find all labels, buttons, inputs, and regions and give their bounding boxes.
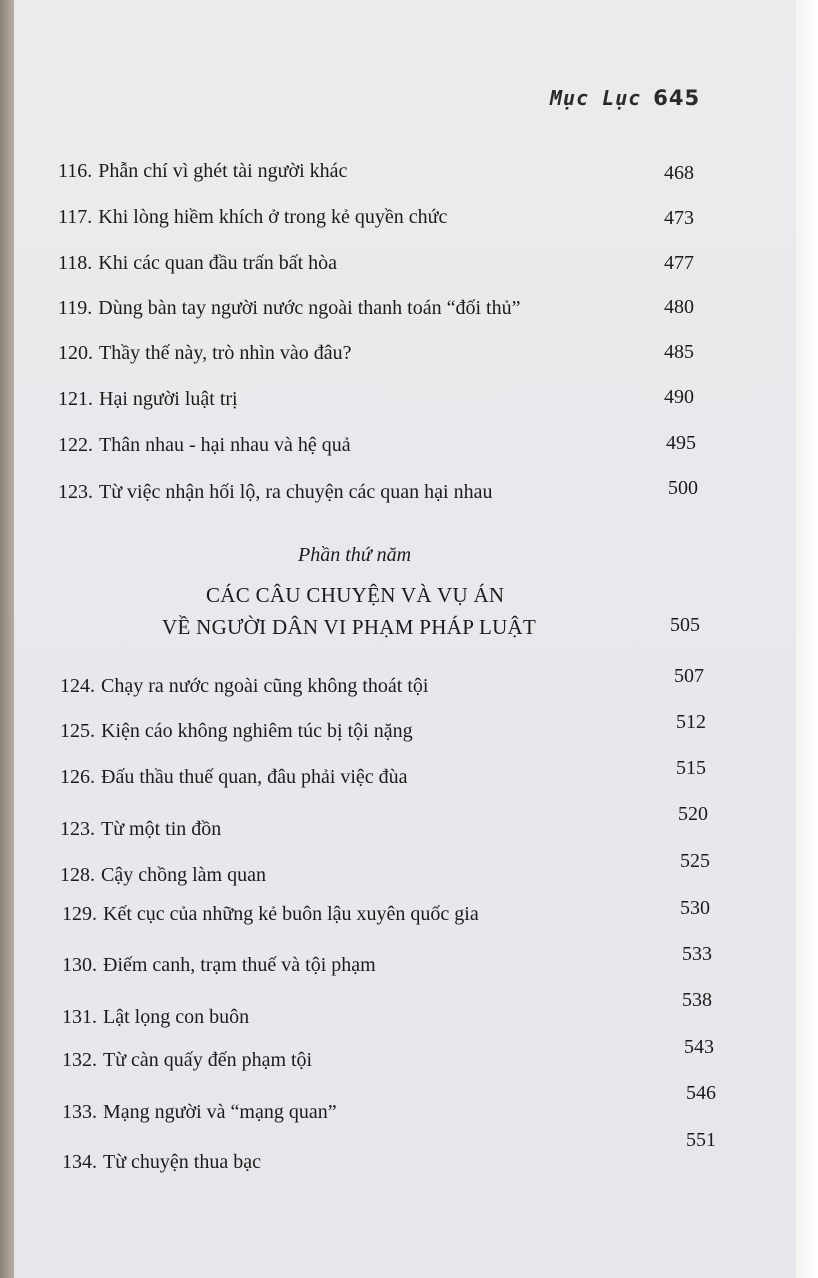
toc-entry bbox=[60, 864, 266, 887]
entry-page: 538 bbox=[682, 989, 712, 1011]
entry-page: 520 bbox=[678, 803, 708, 825]
entry-number: 133. bbox=[62, 1101, 97, 1123]
entry-title: Từ chuyện thua bạc bbox=[103, 1151, 261, 1173]
entry-page: 546 bbox=[686, 1082, 716, 1104]
entry-number: 116. bbox=[58, 160, 93, 182]
toc-entry bbox=[62, 1049, 312, 1072]
entry-number: 134. bbox=[62, 1151, 97, 1173]
toc-entry bbox=[60, 720, 413, 743]
entry-number: 129. bbox=[62, 903, 97, 925]
header-title: Mục Lục bbox=[550, 86, 642, 110]
toc-entry bbox=[58, 206, 447, 229]
entry-number: 125. bbox=[60, 720, 95, 742]
entry-page: 543 bbox=[684, 1036, 714, 1058]
entry-title: Thầy thế này, trò nhìn vào đâu? bbox=[99, 342, 352, 364]
entry-title: Đấu thầu thuế quan, đâu phải việc đùa bbox=[101, 766, 408, 788]
toc-entry bbox=[60, 818, 221, 841]
entry-title: Mạng người và “mạng quan” bbox=[103, 1101, 337, 1123]
entry-title: Từ việc nhận hối lộ, ra chuyện các quan hại nhau bbox=[99, 481, 493, 503]
part-title-line2: VỀ NGƯỜI DÂN VI PHẠM PHÁP LUẬT bbox=[162, 615, 537, 639]
entry-title: Kết cục của những kẻ buôn lậu xuyên quốc gia bbox=[103, 903, 479, 925]
entry-page: 525 bbox=[680, 850, 710, 872]
toc-entry bbox=[58, 297, 520, 320]
entry-page: 495 bbox=[666, 432, 696, 454]
running-header bbox=[550, 86, 700, 116]
entry-title: Phẫn chí vì ghét tài người khác bbox=[98, 160, 348, 182]
entry-page: 473 bbox=[664, 207, 694, 229]
page-edge bbox=[796, 0, 818, 1278]
entry-page: 477 bbox=[664, 252, 694, 274]
entry-title: Dùng bàn tay người nước ngoài thanh toán “đối thủ” bbox=[98, 297, 521, 319]
entry-number: 118. bbox=[58, 252, 93, 274]
entry-title: Từ một tin đồn bbox=[101, 818, 222, 840]
entry-number: 126. bbox=[60, 766, 95, 788]
entry-number: 132. bbox=[62, 1049, 97, 1071]
entry-title: Khi các quan đầu trấn bất hòa bbox=[98, 252, 338, 274]
entry-page: 551 bbox=[686, 1129, 716, 1151]
entry-page: 468 bbox=[664, 162, 694, 184]
entry-page: 500 bbox=[668, 477, 698, 499]
entry-page: 530 bbox=[680, 897, 710, 919]
toc-entry bbox=[58, 252, 337, 275]
entry-number: 117. bbox=[58, 206, 93, 228]
entry-number: 122. bbox=[58, 434, 93, 456]
entry-title: Từ càn quấy đến phạm tội bbox=[103, 1049, 313, 1071]
part-title-line1: CÁC CÂU CHUYỆN VÀ VỤ ÁN bbox=[206, 583, 505, 607]
toc-entry bbox=[62, 954, 376, 977]
part-label: Phần thứ năm bbox=[298, 544, 412, 566]
entry-page: 515 bbox=[676, 757, 706, 779]
entry-title: Khi lòng hiềm khích ở trong kẻ quyền chức bbox=[98, 206, 448, 228]
entry-title: Điếm canh, trạm thuế và tội phạm bbox=[103, 954, 376, 976]
entry-page: 507 bbox=[674, 665, 704, 687]
entry-page: 485 bbox=[664, 341, 694, 363]
part-page: 505 bbox=[670, 614, 700, 636]
toc-entry bbox=[60, 675, 428, 698]
entry-number: 120. bbox=[58, 342, 93, 364]
entry-page: 490 bbox=[664, 386, 694, 408]
toc-entry bbox=[62, 1006, 249, 1029]
header-page-number: 645 bbox=[653, 86, 701, 110]
entry-number: 128. bbox=[60, 864, 95, 886]
toc-entry bbox=[62, 1151, 261, 1174]
entry-title: Chạy ra nước ngoài cũng không thoát tội bbox=[101, 675, 429, 697]
entry-title: Cậy chồng làm quan bbox=[101, 864, 266, 886]
toc-entry bbox=[62, 903, 479, 926]
entry-page: 533 bbox=[682, 943, 712, 965]
entry-number: 121. bbox=[58, 388, 93, 410]
entry-page: 480 bbox=[664, 296, 694, 318]
toc-entry bbox=[62, 1101, 337, 1124]
entry-title: Lật lọng con buôn bbox=[103, 1006, 250, 1028]
toc-entry bbox=[58, 434, 351, 457]
toc-entry bbox=[58, 481, 492, 504]
entry-number: 119. bbox=[58, 297, 93, 319]
entry-number: 131. bbox=[62, 1006, 97, 1028]
toc-entry bbox=[58, 160, 347, 183]
entry-number: 123. bbox=[60, 818, 95, 840]
toc-entry bbox=[58, 388, 238, 411]
entry-title: Hại người luật trị bbox=[99, 388, 238, 410]
entry-page: 512 bbox=[676, 711, 706, 733]
entry-number: 124. bbox=[60, 675, 95, 697]
toc-entry bbox=[60, 766, 408, 789]
entry-title: Kiện cáo không nghiêm túc bị tội nặng bbox=[101, 720, 413, 742]
toc-entry bbox=[58, 342, 352, 365]
entry-number: 130. bbox=[62, 954, 97, 976]
entry-title: Thân nhau - hại nhau và hệ quả bbox=[99, 434, 351, 456]
entry-number: 123. bbox=[58, 481, 93, 503]
